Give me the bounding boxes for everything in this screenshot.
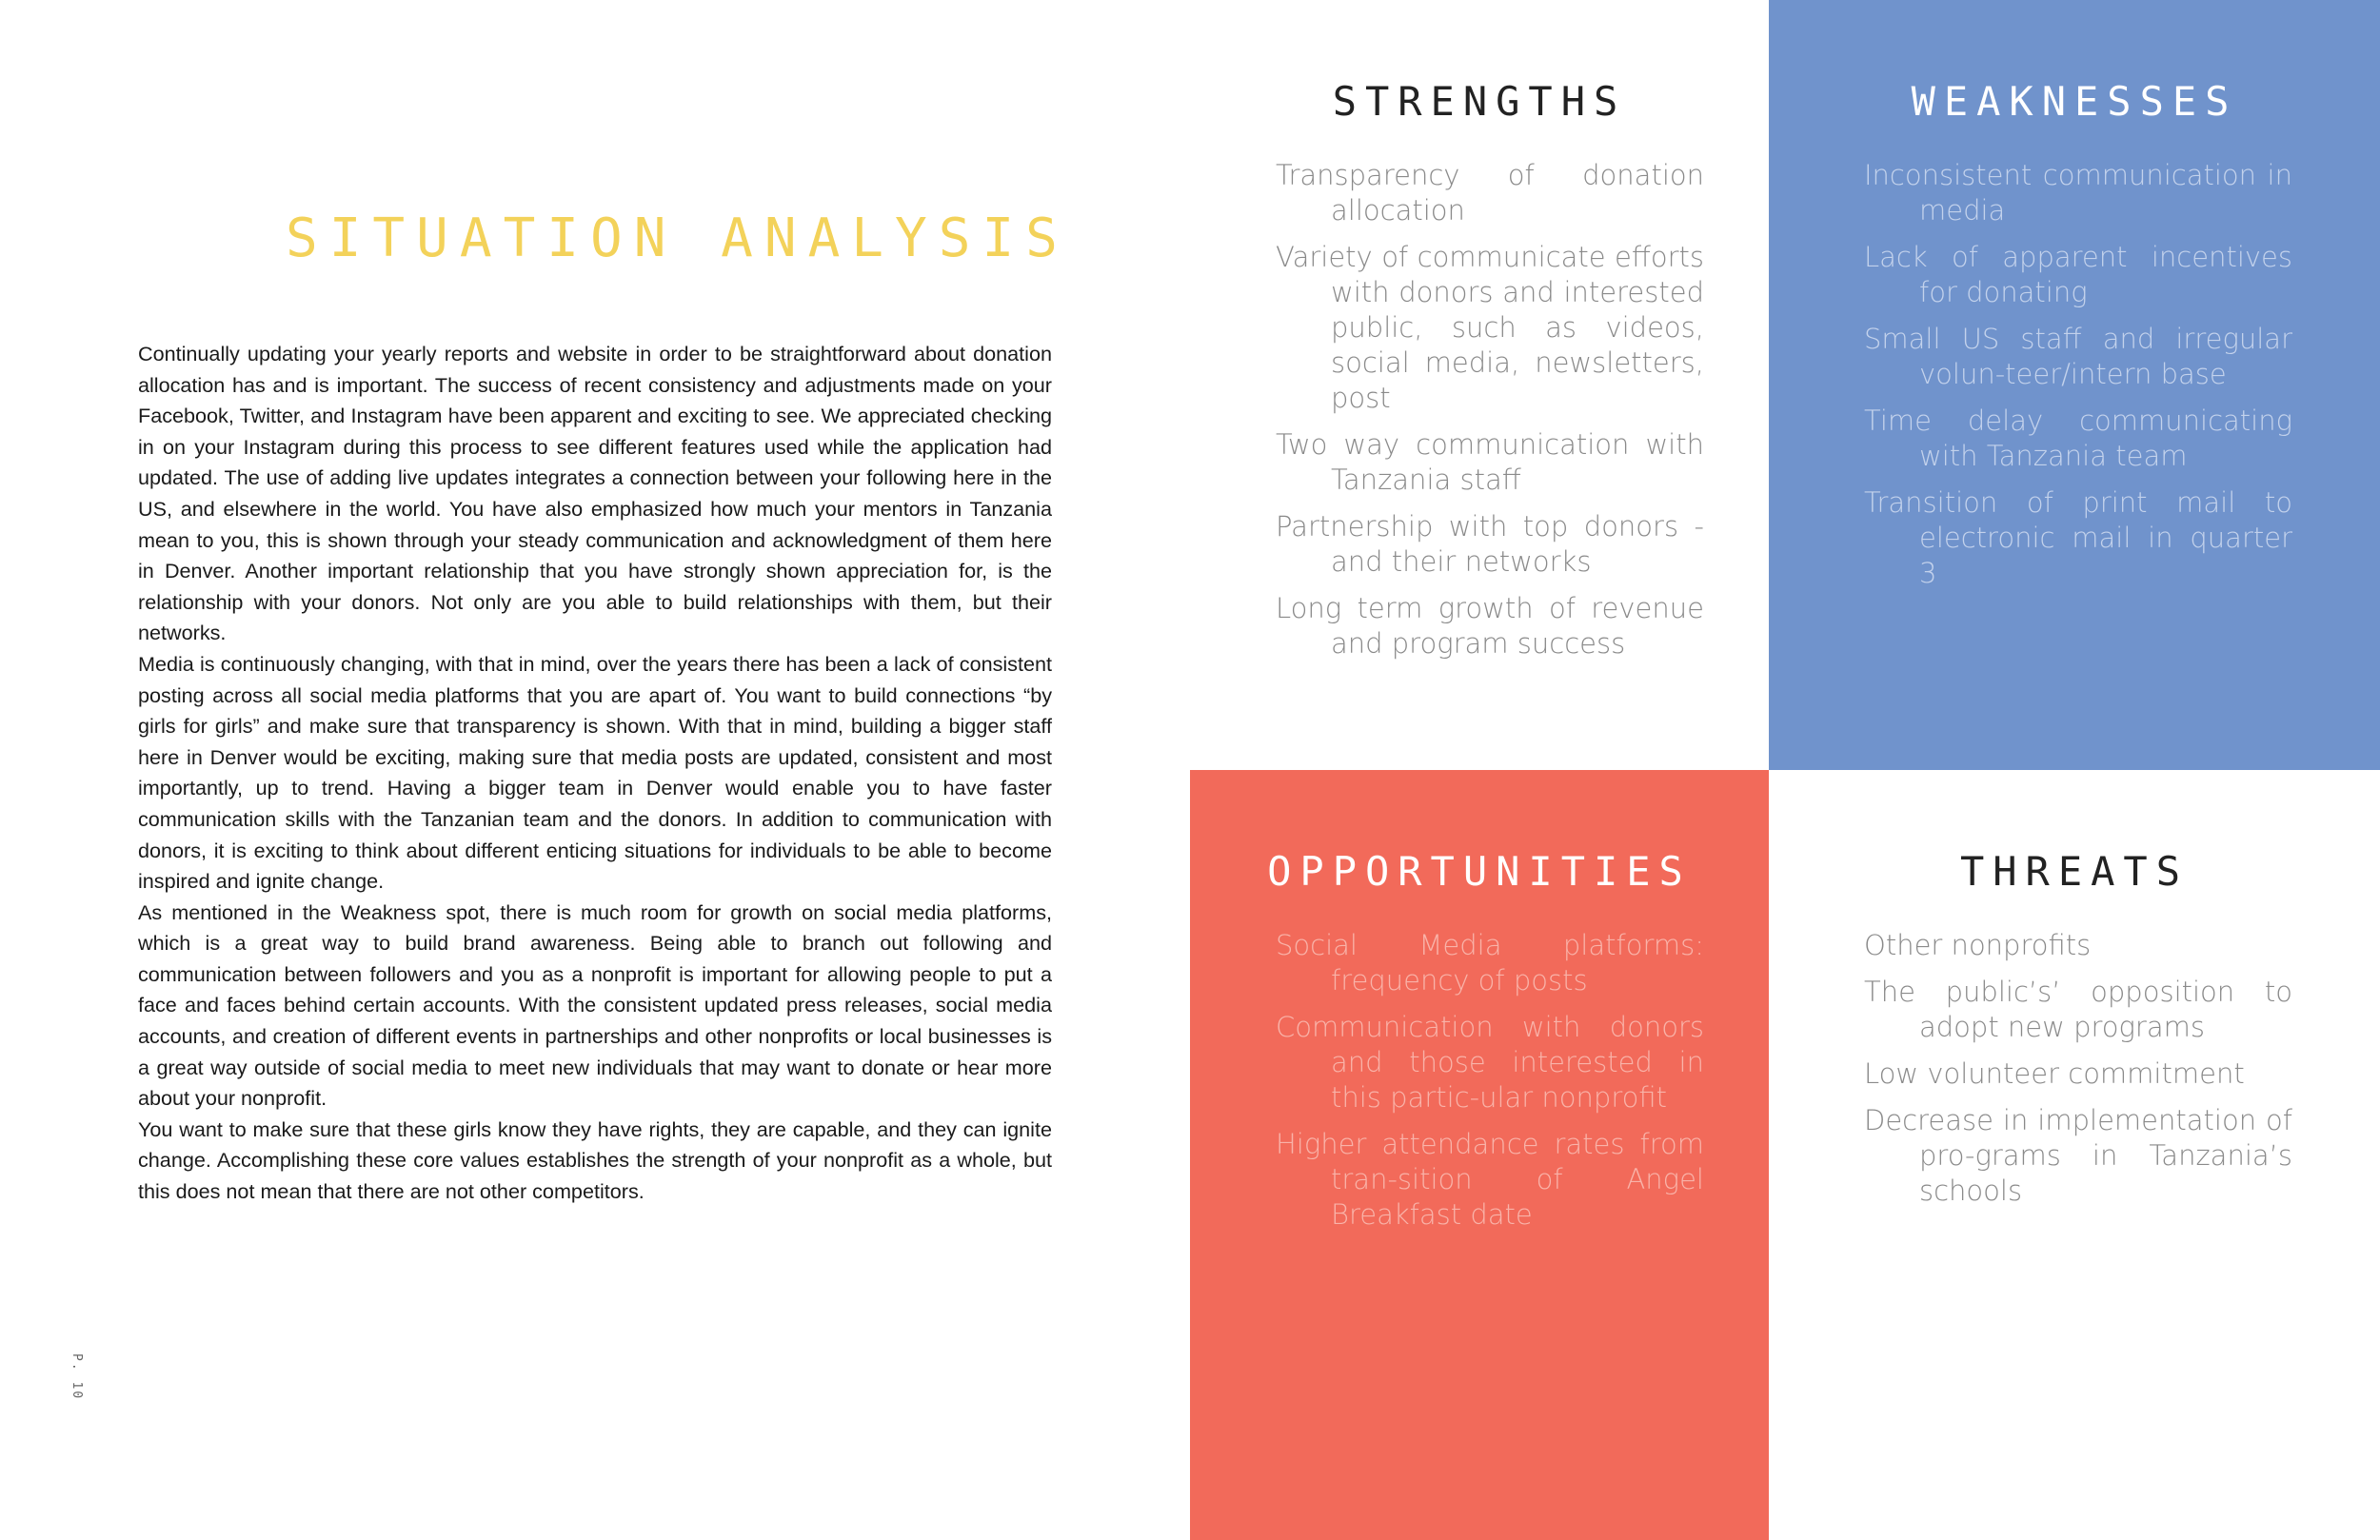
swot-opportunities-panel	[1190, 770, 1769, 1540]
swot-threats-panel	[1769, 770, 2380, 1540]
opportunities-list	[1276, 928, 1704, 1244]
list-item: Lack of apparent incentives for donating	[1864, 241, 2292, 308]
weaknesses-list	[1864, 158, 2292, 602]
body-paragraph: Media is continuously changing, with that in mind, over the years there has been a lack of consistent posting across all social media platforms that you are apart of. You want to build connections “by girls for girls” and make sure that transparency is shown. With that in mind, building a bigger staff here in Denver would be exciting, making sure that media posts are updated, consistent and most importantly, up to trend. Having a bigger team in Denver would enable you to have faster communication skills with the Tanzanian team and the donors. In addition to communication with donors, it is exciting to think about different enticing situations for individuals to be able to become inspired and ignite change.	[138, 651, 1052, 894]
strengths-list	[1276, 158, 1704, 673]
opportunities-heading: OPPORTUNITIES	[1267, 848, 1692, 895]
body-paragraph: As mentioned in the Weakness spot, there is much room for growth on social media platforms, which is a great way to build brand awareness. Being able to branch out following and communication between followers and you as a nonprofit is important for allowing people to put a face and faces behind certain accounts. With the consistent updated press releases, social media accounts, and creation of different events in partnerships and other nonprofits or local businesses is a great way outside of social media to meet new individuals that may want to donate or hear more about your nonprofit.	[138, 899, 1052, 1111]
weaknesses-heading: WEAKNESSES	[1911, 78, 2238, 125]
strengths-heading: STRENGTHS	[1332, 78, 1627, 125]
threats-list	[1864, 928, 2292, 1220]
list-item: Higher attendance rates from tran-sition of Angel Breakfast date	[1276, 1128, 1704, 1231]
list-item: Inconsistent communication in media	[1864, 159, 2292, 227]
list-item: Social Media platforms: frequency of posts	[1276, 929, 1704, 997]
body-paragraph: Continually updating your yearly reports and website in order to be straightforward about donation allocation has and is important. The success of recent consistency and adjustments made on your Facebook, Twitter, and Instagram have been apparent and exciting to see. We appreciated checking in on your Instagram during this process to see different features used while the application had updated. The use of adding live updates integrates a connection between your following here in the US, and elsewhere in the world. You have also emphasized how much your mentors in Tanzania mean to you, this is shown through your steady communication and acknowledgment of them here in Denver. Another important relationship that you have strongly shown appreciation for, is the relationship with your donors. Not only are you able to build relationships with them, but their networks.	[138, 342, 1052, 645]
page-title: SITUATION ANALYSIS	[286, 207, 1069, 269]
threats-heading: THREATS	[1959, 848, 2189, 895]
swot-weaknesses-panel	[1769, 0, 2380, 770]
list-item: Time delay communicating with Tanzania team	[1864, 405, 2292, 472]
list-item: Low volunteer commitment	[1864, 1057, 2245, 1090]
swot-strengths-panel	[1190, 0, 1769, 770]
list-item: Long term growth of revenue and program success	[1276, 592, 1704, 660]
list-item: Transition of print mail to electronic mail in quarter 3	[1864, 486, 2292, 589]
body-paragraph: You want to make sure that these girls know they have rights, they are capable, and they can ignite change. Accomplishing these core values establishes the strength of your nonprofit as a whole, but this does not mean that there are not other competitors.	[138, 1116, 1052, 1204]
list-item: Transparency of donation allocation	[1276, 159, 1704, 227]
list-item: Partnership with top donors - and their networks	[1276, 510, 1704, 578]
list-item: Small US staff and irregular volun-teer/intern base	[1864, 323, 2292, 390]
list-item: The public’s’ opposition to adopt new programs	[1864, 976, 2292, 1043]
list-item: Other nonprofits	[1864, 929, 2092, 961]
list-item: Two way communication with Tanzania staff	[1276, 428, 1704, 496]
list-item: Variety of communicate efforts with donors and interested public, such as videos, social media, newsletters, post	[1276, 241, 1704, 414]
list-item: Communication with donors and those interested in this partic-ular nonprofit	[1276, 1011, 1704, 1114]
situation-analysis-body	[138, 339, 1052, 1208]
page-number: P. 10	[69, 1353, 84, 1401]
list-item: Decrease in implementation of pro-grams in Tanzania’s schools	[1864, 1104, 2292, 1207]
